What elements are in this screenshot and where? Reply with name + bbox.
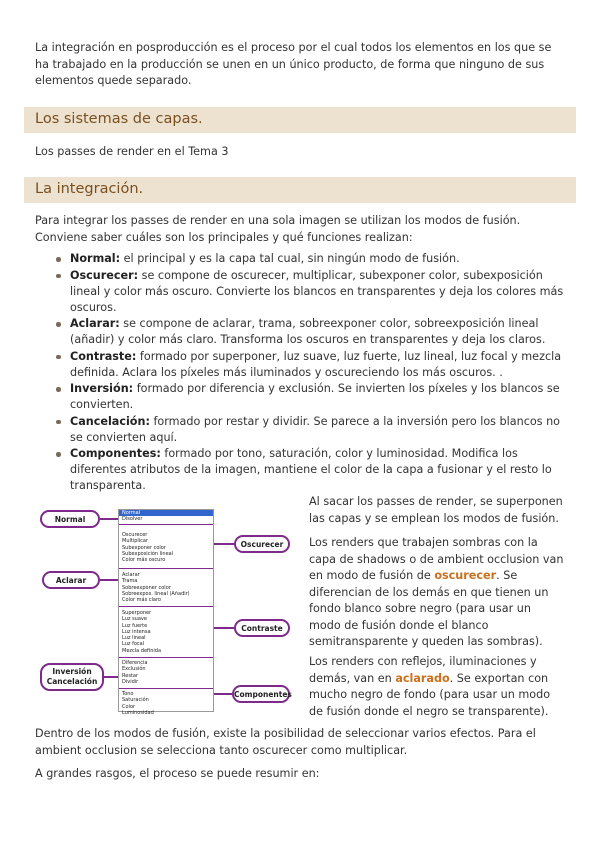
list-item: Oscurecer: se compone de oscurecer, multiplicar, subexponer color, subexposición lineal y color más oscuro. Convierte los blancos en transparentes y deja los colores más oscuros. <box>70 268 566 316</box>
label-inversion: Inversión <box>52 667 92 676</box>
blend-modes-list <box>56 251 566 495</box>
menu-item: Luz suave <box>122 616 147 623</box>
menu-item: Restar <box>122 672 139 679</box>
connector-line <box>100 579 118 581</box>
menu-item: Subexponer color <box>122 544 166 551</box>
menu-item: Saturación <box>122 697 149 704</box>
list-item: Cancelación: formado por restar y dividir. Se parece a la inversión pero los blancos no se convierten aquí. <box>70 414 566 446</box>
menu-item: Oscurecer <box>122 532 148 538</box>
bullet-icon <box>56 322 61 327</box>
menu-group-contraste <box>119 610 213 658</box>
list-item: Inversión: formado por diferencia y exclusión. Se invierten los píxeles y los blancos se convierten. <box>70 381 566 413</box>
connector-line <box>104 676 118 678</box>
list-item: Componentes: formado por tono, saturación, color y luminosidad. Modifica los diferentes atributos de la imagen, mantiene el color de la capa a fusionar y el resto lo transparenta. <box>70 446 566 494</box>
highlight-oscurecer: oscurecer <box>434 569 497 582</box>
menu-item: Subexposición lineal <box>122 550 174 557</box>
label-oscurecer: Oscurecer <box>234 535 290 553</box>
label-contraste: Contraste <box>234 619 290 637</box>
integration-intro: Para integrar los passes de render en una sola imagen se utilizan los modos de fusión. Conviene saber cuáles son los principales y qué funciones realizan: <box>35 214 521 244</box>
right-paragraph-2: Los renders que trabajen sombras con la capa de shadows o de ambient occlusion van en modo de fusión de oscurecer. Se diferencian de los demás en que tienen un fondo blanco sobre negro (para usar un modo de fusión donde el blanco semitransparente y queden las sombras). <box>309 536 564 648</box>
bullet-icon <box>56 257 61 262</box>
section-header-capas <box>24 107 576 133</box>
label-normal: Normal <box>40 510 100 528</box>
bullet-icon <box>56 420 61 425</box>
bullet-icon <box>56 387 61 392</box>
list-item: Contraste: formado por superponer, luz suave, luz fuerte, luz lineal, luz focal y mezcla definida. Aclara los píxeles más iluminados y oscureciendo los más oscuros. . <box>70 349 566 381</box>
menu-item: Color <box>122 703 136 710</box>
menu-group-inversion <box>119 660 213 689</box>
outro-paragraph-1: Dentro de los modos de fusión, existe la posibilidad de seleccionar varios efectos. Para el ambient occlusion se selecciona tanto oscurecer como multiplicar. <box>35 727 536 757</box>
menu-item: Disolver <box>122 516 143 523</box>
menu-item: Diferencia <box>122 660 148 666</box>
label-inversion-cancelacion <box>40 663 104 691</box>
menu-group-normal <box>119 510 213 525</box>
menu-item: Mezcla definida <box>122 647 162 654</box>
menu-item: Luminosidad <box>122 709 154 716</box>
right-paragraph-1: Al sacar los passes de render, se superponen las capas y se emplean los modos de fusión. <box>309 495 563 525</box>
menu-item: Sobreexponer color <box>122 584 171 591</box>
section-header-integracion <box>24 177 576 203</box>
menu-item: Superponer <box>122 610 152 616</box>
section-title-capas: Los sistemas de capas. <box>35 111 203 127</box>
list-item: Aclarar: se compone de aclarar, trama, sobreexponer color, sobreexposición lineal (añadir) y color más claro. Transforma los oscuros en transparentes y deja los claros. <box>70 316 566 348</box>
menu-item: Exclusión <box>122 666 146 673</box>
section-capas-text: Los passes de render en el Tema 3 <box>35 145 229 158</box>
connector-line <box>100 518 118 520</box>
connector-line <box>214 543 234 545</box>
menu-item: Trama <box>122 578 138 585</box>
bullet-icon <box>56 274 61 279</box>
menu-group-aclarar <box>119 572 213 607</box>
menu-item: Tono <box>122 691 134 697</box>
list-item: Normal: el principal y es la capa tal cual, sin ningún modo de fusión. <box>70 251 566 267</box>
label-cancelacion: Cancelación <box>46 677 98 686</box>
menu-group-componentes <box>119 691 213 716</box>
blend-modes-diagram <box>38 503 292 716</box>
menu-item: Aclarar <box>122 572 140 578</box>
menu-item: Multiplicar <box>122 538 149 545</box>
menu-item: Color más claro <box>122 597 161 604</box>
menu-item: Luz lineal <box>122 635 146 642</box>
menu-item: Luz fuerte <box>122 622 148 629</box>
intro-paragraph: La integración en posproducción es el proceso por el cual todos los elementos en los que se ha trabajado en la producción se unen en un único producto, de forma que ninguno de sus elementos quede separado. <box>35 41 552 87</box>
connector-line <box>214 693 232 695</box>
label-aclarar: Aclarar <box>42 571 100 589</box>
right-paragraph-3: Los renders con reflejos, iluminaciones y demás, van en aclarado. Se exportan con mucho negro de fondo (para usar un modo de fusión donde el negro se transparente). <box>309 655 551 718</box>
section-title-integracion: La integración. <box>35 181 144 197</box>
connector-line <box>214 627 234 629</box>
bullet-icon <box>56 355 61 360</box>
menu-item: Luz focal <box>122 641 145 648</box>
menu-group-oscurecer <box>119 532 213 569</box>
highlight-aclarado: aclarado <box>395 671 450 685</box>
outro-paragraph-2: A grandes rasgos, el proceso se puede resumir en: <box>35 767 320 780</box>
blend-mode-menu <box>118 509 214 716</box>
menu-item: Dividir <box>122 678 139 685</box>
menu-item: Normal <box>119 510 213 516</box>
menu-item: Color más oscuro <box>122 557 166 564</box>
bullet-icon <box>56 452 61 457</box>
label-componentes: Componentes <box>232 685 290 703</box>
menu-item: Luz intensa <box>122 628 151 635</box>
menu-item: Sobreexpos. lineal (Añadir) <box>122 590 190 597</box>
